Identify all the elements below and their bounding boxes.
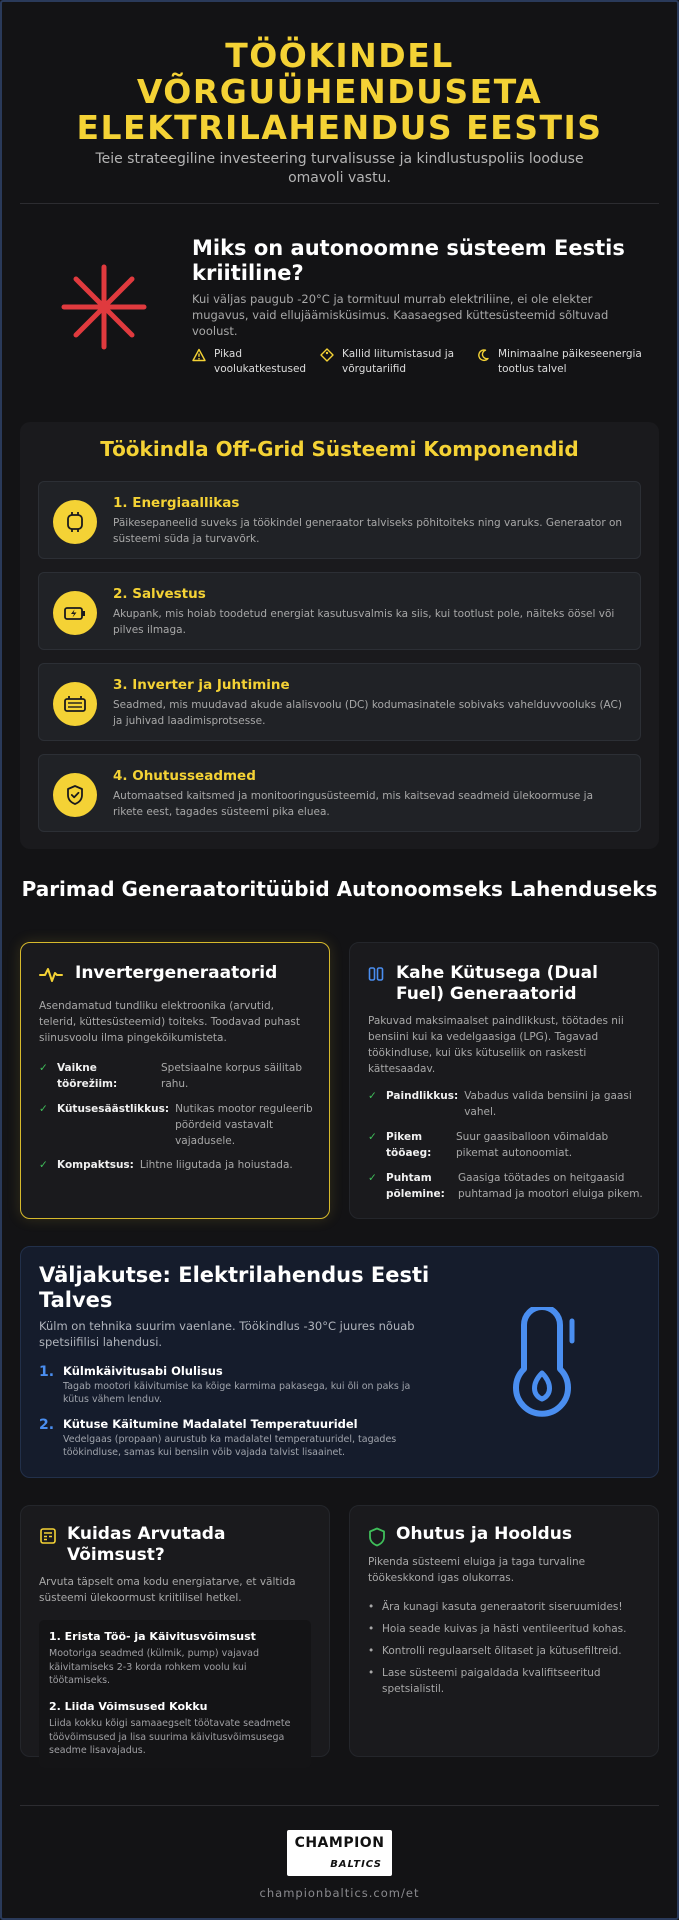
why-item xyxy=(320,347,476,377)
component-badge xyxy=(53,500,97,544)
calculator-icon xyxy=(39,1527,57,1545)
why-list xyxy=(192,347,652,377)
safety-list xyxy=(368,1599,643,1703)
burst-icon xyxy=(60,263,148,351)
component-desc: Akupank, mis hoiab toodetud energiat kasutusvalmis ka siis, kui tootlust pole, näiteks öösel või pilves ilmaga. xyxy=(113,608,615,636)
shield-check-icon xyxy=(64,784,86,806)
why-item-label: Minimaalne päikeseenergia tootlus talvel xyxy=(498,348,642,375)
component-name: 3. Inverter ja Juhtimine xyxy=(113,677,290,693)
component-desc: Automaatsed kaitsmed ja monitooringusüsteemid, mis kaitsevad seadmeid ülekoormuse ja rikete eest, tagades süsteemi pika eluea. xyxy=(113,790,594,818)
feature-key: Vaikne töörežiim: xyxy=(57,1062,118,1090)
feature-key: Paindlikkus: xyxy=(386,1090,459,1102)
challenge-num: 2. xyxy=(39,1417,55,1433)
safety-item: • Kontrolli regulaarselt õlitaset ja kütusefiltreid. xyxy=(368,1643,643,1659)
why-item xyxy=(476,347,652,377)
feature-item xyxy=(368,1170,648,1202)
component-badge xyxy=(53,773,97,817)
safety-item: • Ära kunagi kasuta generaatorit siseruumides! xyxy=(368,1599,643,1615)
component-badge xyxy=(53,682,97,726)
card-desc: Arvuta täpselt oma kodu energiatarve, et vältida süsteemi ülekoormust kriitilisel hetkel. xyxy=(39,1576,296,1604)
logo-line2: BALTICS xyxy=(330,1859,382,1870)
champion-logo[interactable] xyxy=(287,1830,392,1876)
feature-value: Suur gaasiballoon võimaldab pikemat autonoomiat. xyxy=(456,1131,609,1159)
divider xyxy=(20,1805,659,1806)
component-badge xyxy=(53,591,97,635)
feature-item xyxy=(39,1157,319,1173)
card-header xyxy=(39,963,315,984)
dual-fuel-generator-card xyxy=(349,942,659,1219)
component-desc: Päikesepaneelid suveks ja töökindel generaator talviseks põhitoiteks ning varuks. Generaator on süsteemi süda ja turvavõrk. xyxy=(113,517,623,545)
divider xyxy=(20,203,659,204)
feature-value: Spetsiaalne korpus säilitab rahu. xyxy=(161,1062,302,1090)
thermometer-icon xyxy=(502,1307,582,1417)
calc-step-desc: Liida kokku kõigi samaaegselt töötavate seadmete töövõimsused ja lisa suurima käivitusvõimsusega seadme lisavajadus. xyxy=(49,1718,291,1756)
feature-key: Kompaktsus: xyxy=(57,1159,134,1171)
inverter-icon xyxy=(63,693,87,715)
why-title: Miks on autonoomne süsteem Eestis kriitiline? xyxy=(192,236,625,285)
why-item-label: Pikad voolukatkestused xyxy=(214,348,307,375)
challenge-item-desc: Tagab mootori käivitumise ka kõige karmima pakasega, kui õli on paks ja kütus vähem lenduv. xyxy=(63,1381,411,1405)
page-title: TÖÖKINDEL VÕRGUÜHENDUSETA ELEKTRILAHENDUS EESTIS xyxy=(76,36,603,147)
power-calc-card xyxy=(20,1505,330,1757)
check-icon: ✓ xyxy=(368,1090,377,1102)
components-title: Töökindla Off-Grid Süsteemi Komponendid xyxy=(100,437,579,461)
generators-title: Parimad Generaatoritüübid Autonoomseks Lahenduseks xyxy=(21,877,658,901)
inverter-generator-card xyxy=(20,942,330,1219)
feature-item xyxy=(368,1129,648,1161)
calc-step xyxy=(39,1690,311,1768)
component-name: 1. Energiaallikas xyxy=(113,495,240,511)
power-source-icon xyxy=(64,511,86,533)
hero xyxy=(0,0,679,203)
shield-icon xyxy=(368,1527,386,1547)
footer-link[interactable]: championbaltics.com/et xyxy=(259,1886,420,1900)
component-name: 2. Salvestus xyxy=(113,586,206,602)
challenge-item-desc: Vedelgaas (propaan) aurustub ka madalatel temperatuuridel, tagades töökindluse, samas kui bensiin võib vajada talvist lisaainet. xyxy=(63,1434,397,1458)
card-title: Kuidas Arvutada Võimsust? xyxy=(67,1524,226,1565)
component-desc: Seadmed, mis muudavad akude alalisvoolu (DC) kodumasinatele sobivaks vahelduvvooluks (AC) ja juhivad laadimisprotsesse. xyxy=(113,699,622,727)
moon-icon xyxy=(476,348,490,362)
tag-icon xyxy=(320,348,334,362)
card-title: Ohutus ja Hooldus xyxy=(396,1524,572,1544)
check-icon: ✓ xyxy=(39,1159,48,1171)
card-header xyxy=(39,1524,307,1566)
pulse-icon xyxy=(39,966,63,984)
challenge-title: Väljakutse: Elektrilahendus Eesti Talves xyxy=(39,1263,430,1312)
feature-item xyxy=(368,1088,648,1120)
check-icon: ✓ xyxy=(39,1103,48,1115)
feature-key: Kütusesäästlikkus: xyxy=(57,1103,170,1115)
component-card xyxy=(38,572,641,650)
winter-challenge-panel xyxy=(20,1246,659,1478)
calc-step-desc: Mootoriga seadmed (külmik, pump) vajavad käivitamiseks 2-3 korda rohkem voolu kui töötamiseks. xyxy=(49,1648,260,1686)
challenge-text: Külm on tehnika suurim vaenlane. Töökindlus -30°C juures nõuab spetsiifilisi lahendusi. xyxy=(39,1319,415,1349)
card-desc: Asendamatud tundliku elektroonika (arvutid, telerid, küttesüsteemid) toiteks. Toodavad puhast siinusvoolu ilma pingekõikumisteta. xyxy=(39,1000,300,1044)
warning-icon xyxy=(192,348,206,362)
why-item xyxy=(192,347,320,377)
card-desc: Pikenda süsteemi eluiga ja taga turvaline töökeskkond igas olukorras. xyxy=(368,1556,586,1584)
component-card xyxy=(38,663,641,741)
card-title: Invertergeneraatorid xyxy=(75,963,278,983)
why-text: Kui väljas paugub -20°C ja tormituul murrab elektriliine, ei ole elekter mugavus, vaid ellujäämisküsimus. Kaasaegsed küttesüsteemid sõltuvad voolust. xyxy=(192,292,609,338)
check-icon: ✓ xyxy=(368,1131,377,1143)
component-card xyxy=(38,754,641,832)
feature-value: Lihtne liigutada ja hoiustada. xyxy=(139,1159,293,1171)
card-header xyxy=(368,1524,636,1547)
calc-step-title: 1. Erista Töö- ja Käivitusvõimsust xyxy=(49,1630,256,1643)
feature-value: Nutikas mootor reguleerib pöördeid vastavalt vajadusele. xyxy=(175,1103,313,1147)
component-card xyxy=(38,481,641,559)
calc-step-title: 2. Liida Võimsused Kokku xyxy=(49,1700,208,1713)
dual-tank-icon xyxy=(368,966,384,982)
card-header xyxy=(368,963,631,1005)
card-title: Kahe Kütusega (Dual Fuel) Generaatorid xyxy=(396,963,598,1004)
feature-key: Pikem tööaeg: xyxy=(386,1131,432,1159)
calc-step xyxy=(39,1620,311,1698)
check-icon: ✓ xyxy=(39,1062,48,1074)
safety-item: • Hoia seade kuivas ja hästi ventileeritud kohas. xyxy=(368,1621,643,1637)
feature-key: Puhtam põlemine: xyxy=(386,1172,445,1200)
feature-item xyxy=(39,1060,319,1092)
feature-value: Vabadus valida bensiini ja gaasi vahel. xyxy=(464,1090,632,1118)
check-icon: ✓ xyxy=(368,1172,377,1184)
logo-line1: CHAMPION xyxy=(294,1835,385,1851)
challenge-item-title: Kütuse Käitumine Madalatel Temperatuuridel xyxy=(63,1417,358,1431)
battery-charging-icon xyxy=(63,602,87,624)
why-item-label: Kallid liitumistasud ja võrgutariifid xyxy=(342,348,455,375)
safety-card xyxy=(349,1505,659,1757)
feature-value: Gaasiga töötades on heitgaasid puhtamad ja mootori eluiga pikem. xyxy=(458,1172,643,1200)
challenge-num: 1. xyxy=(39,1364,55,1380)
challenge-item-title: Külmkäivitusabi Olulisus xyxy=(63,1364,223,1378)
safety-item: • Lase süsteemi paigaldada kvalifitseeritud spetsialistil. xyxy=(368,1665,643,1697)
component-name: 4. Ohutusseadmed xyxy=(113,768,256,784)
card-desc: Pakuvad maksimaalset paindlikkust, töötades nii bensiini kui ka vedelgaasiga (LPG). Tagavad töökindluse, kui üks kütuseliik on raskesti kättesaadav. xyxy=(368,1015,624,1075)
page-subtitle: Teie strateegiline investeering turvalisusse ja kindlustuspoliis looduse omavoli vastu. xyxy=(95,151,584,186)
feature-item xyxy=(39,1101,319,1149)
